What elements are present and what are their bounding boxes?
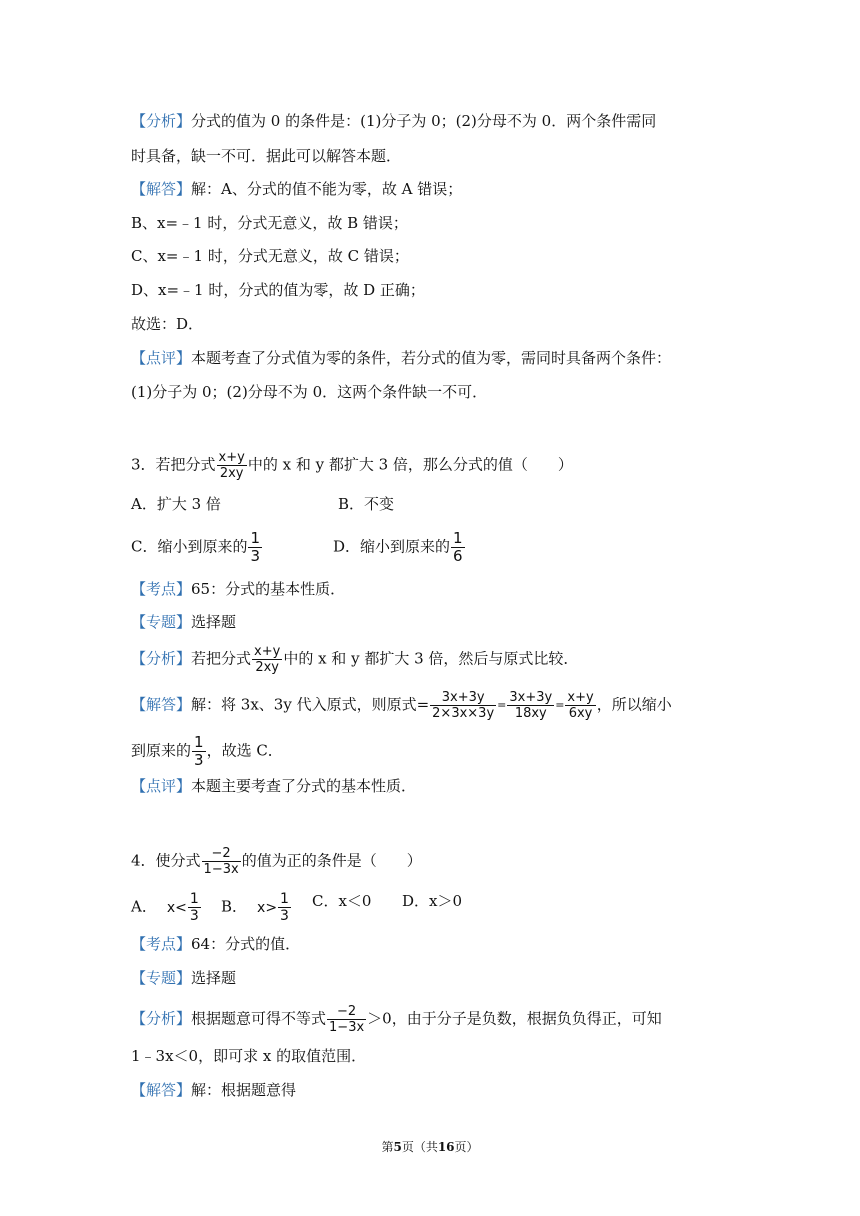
q4-analysis-line2: 1﹣3x＜0，即可求 x 的取值范围． [131,1047,367,1065]
q3-zhuanti [131,612,236,632]
solution-l2-fraction [192,734,206,769]
fraction-denominator: 3 [194,751,204,769]
q4-solution [131,1080,296,1100]
q3-option-d-text: D．缩小到原来的 [333,537,451,556]
fraction-denominator: 2xy [255,660,279,675]
fraction-denominator: 3 [250,547,261,565]
option-label: A． [131,897,157,916]
fraction-numerator: 3x+3y [430,690,496,706]
q4-option-b [221,891,292,924]
q4-option-c: C．x＜0 [312,892,372,910]
fraction-numerator: 1 [194,733,204,751]
q3-stem-fraction [217,450,247,481]
option-relation: x> [257,899,278,916]
q3-kaodian [131,579,345,599]
q3-stem-pre: 3．若把分式 [131,455,216,474]
solution-fraction-1 [430,690,496,721]
fraction-numerator: 1 [280,891,289,907]
comment-text: 本题主要考查了分式的基本性质． [191,777,417,795]
equals-sign: = [497,698,507,712]
total-pages: 16 [437,1140,455,1154]
fraction-denominator: 18xy [514,706,547,721]
q4-stem [131,846,422,877]
solution-post: ，所以缩小 [596,695,672,714]
q2-solution-line1 [131,179,462,199]
fraction-numerator: x+y [567,690,594,705]
page-number: 5 [393,1140,402,1154]
analysis-post: 中的 x 和 y 都扩大 3 倍，然后与原式比较． [283,649,579,668]
comment-tag: 【点评】 [131,349,192,367]
solution-text: 解：A、分式的值不能为零，故 A 错误； [191,180,463,198]
q3-option-d-fraction [451,530,465,565]
fraction-numerator: x+y [254,644,281,659]
analysis-pre: 根据题意可得不等式 [191,1009,327,1028]
fraction-numerator: x+y [218,450,245,465]
kaodian-tag: 【考点】 [131,935,192,953]
q3-option-c [131,530,263,565]
zhuanti-tag: 【专题】 [131,969,192,987]
solution-l2-post: ，故选 C． [206,741,283,760]
solution-tag: 【解答】 [131,1081,192,1099]
solution-text: 解：根据题意得 [191,1081,297,1099]
footer-mid: 页（共 [401,1140,438,1154]
option-label: B． [221,897,248,916]
q3-option-c-fraction [248,530,262,565]
fraction-numerator: 1 [453,529,463,547]
q2-solution-line5: 故选：D． [131,315,204,333]
footer-pre: 第 [381,1140,394,1154]
q4-option-b-fraction [278,891,291,924]
fraction-denominator: 1−3x [329,1020,365,1035]
fraction-numerator: −2 [327,1004,366,1020]
solution-tag: 【解答】 [131,180,192,198]
q2-analysis-line1 [131,111,656,131]
q2-solution-line4: D、x=﹣1 时，分式的值为零，故 D 正确； [131,281,425,299]
kaodian-text: 65：分式的基本性质． [191,580,346,598]
solution-fraction-3 [565,690,595,721]
q3-analysis [131,644,578,675]
footer-post: 页） [454,1140,479,1154]
zhuanti-text: 选择题 [191,969,237,987]
q4-option-d: D．x＞0 [402,892,463,910]
zhuanti-tag: 【专题】 [131,613,192,631]
fraction-denominator: 2×3x×3y [432,706,495,721]
q3-stem-post: 中的 x 和 y 都扩大 3 倍，那么分式的值（ ） [247,455,573,474]
page-footer [0,1138,860,1155]
fraction-numerator: −2 [202,846,241,862]
q2-solution-line3: C、x=﹣1 时，分式无意义，故 C 错误； [131,247,409,265]
q4-analysis-fraction [327,1004,366,1035]
q2-solution-line2: B、x=﹣1 时，分式无意义，故 B 错误； [131,214,408,232]
analysis-pre: 若把分式 [191,649,252,668]
fraction-denominator: 3 [189,908,199,924]
zhuanti-text: 选择题 [191,613,237,631]
fraction-denominator: 6 [453,547,463,565]
q4-stem-post: 的值为正的条件是（ ） [241,851,422,870]
analysis-post: ＞0，由于分子是负数，根据负负得正，可知 [367,1009,662,1028]
comment-text: 本题考查了分式值为零的条件，若分式的值为零，需同时具备两个条件： [191,349,672,367]
comment-tag: 【点评】 [131,777,192,795]
solution-fraction-2 [507,690,554,721]
q3-option-d [333,530,466,565]
solution-l2-pre: 到原来的 [131,741,192,760]
q4-analysis [131,1004,662,1035]
analysis-tag: 【分析】 [131,649,192,668]
solution-pre: 解：将 3x、3y 代入原式，则原式= [191,695,430,714]
fraction-denominator: 6xy [568,706,593,721]
q3-option-a: A．扩大 3 倍 [131,495,221,513]
q4-zhuanti [131,968,236,988]
analysis-tag: 【分析】 [131,112,192,130]
analysis-text: 分式的值为 0 的条件是：(1)分子为 0；(2)分母不为 0．两个条件需同 [191,112,657,130]
option-relation: x< [166,899,187,916]
q3-option-c-text: C．缩小到原来的 [131,537,248,556]
fraction-denominator: 2xy [219,466,244,481]
q3-solution [131,690,672,721]
q4-stem-fraction [202,846,241,877]
q3-analysis-fraction [252,644,282,675]
q4-option-a [131,891,202,924]
q4-option-a-fraction [188,891,201,924]
q4-kaodian [131,934,300,954]
equals-sign: = [555,698,565,712]
kaodian-text: 64：分式的值． [191,935,301,953]
q2-comment-line2: (1)分子为 0；(2)分母不为 0．这两个条件缺一不可． [131,383,488,401]
fraction-numerator: 1 [250,529,261,547]
q2-comment-line1 [131,348,671,368]
fraction-denominator: 1−3x [203,862,239,877]
q3-option-b: B．不变 [338,495,395,513]
q4-stem-pre: 4．使分式 [131,851,201,870]
q3-solution-line2 [131,734,283,769]
q2-analysis-line2: 时具备，缺一不可．据此可以解答本题． [131,147,402,165]
q3-comment [131,776,416,796]
solution-tag: 【解答】 [131,695,192,714]
fraction-numerator: 3x+3y [509,690,553,705]
fraction-numerator: 1 [189,891,199,907]
q3-stem [131,450,573,481]
kaodian-tag: 【考点】 [131,580,192,598]
analysis-tag: 【分析】 [131,1009,192,1028]
fraction-denominator: 3 [280,908,289,924]
